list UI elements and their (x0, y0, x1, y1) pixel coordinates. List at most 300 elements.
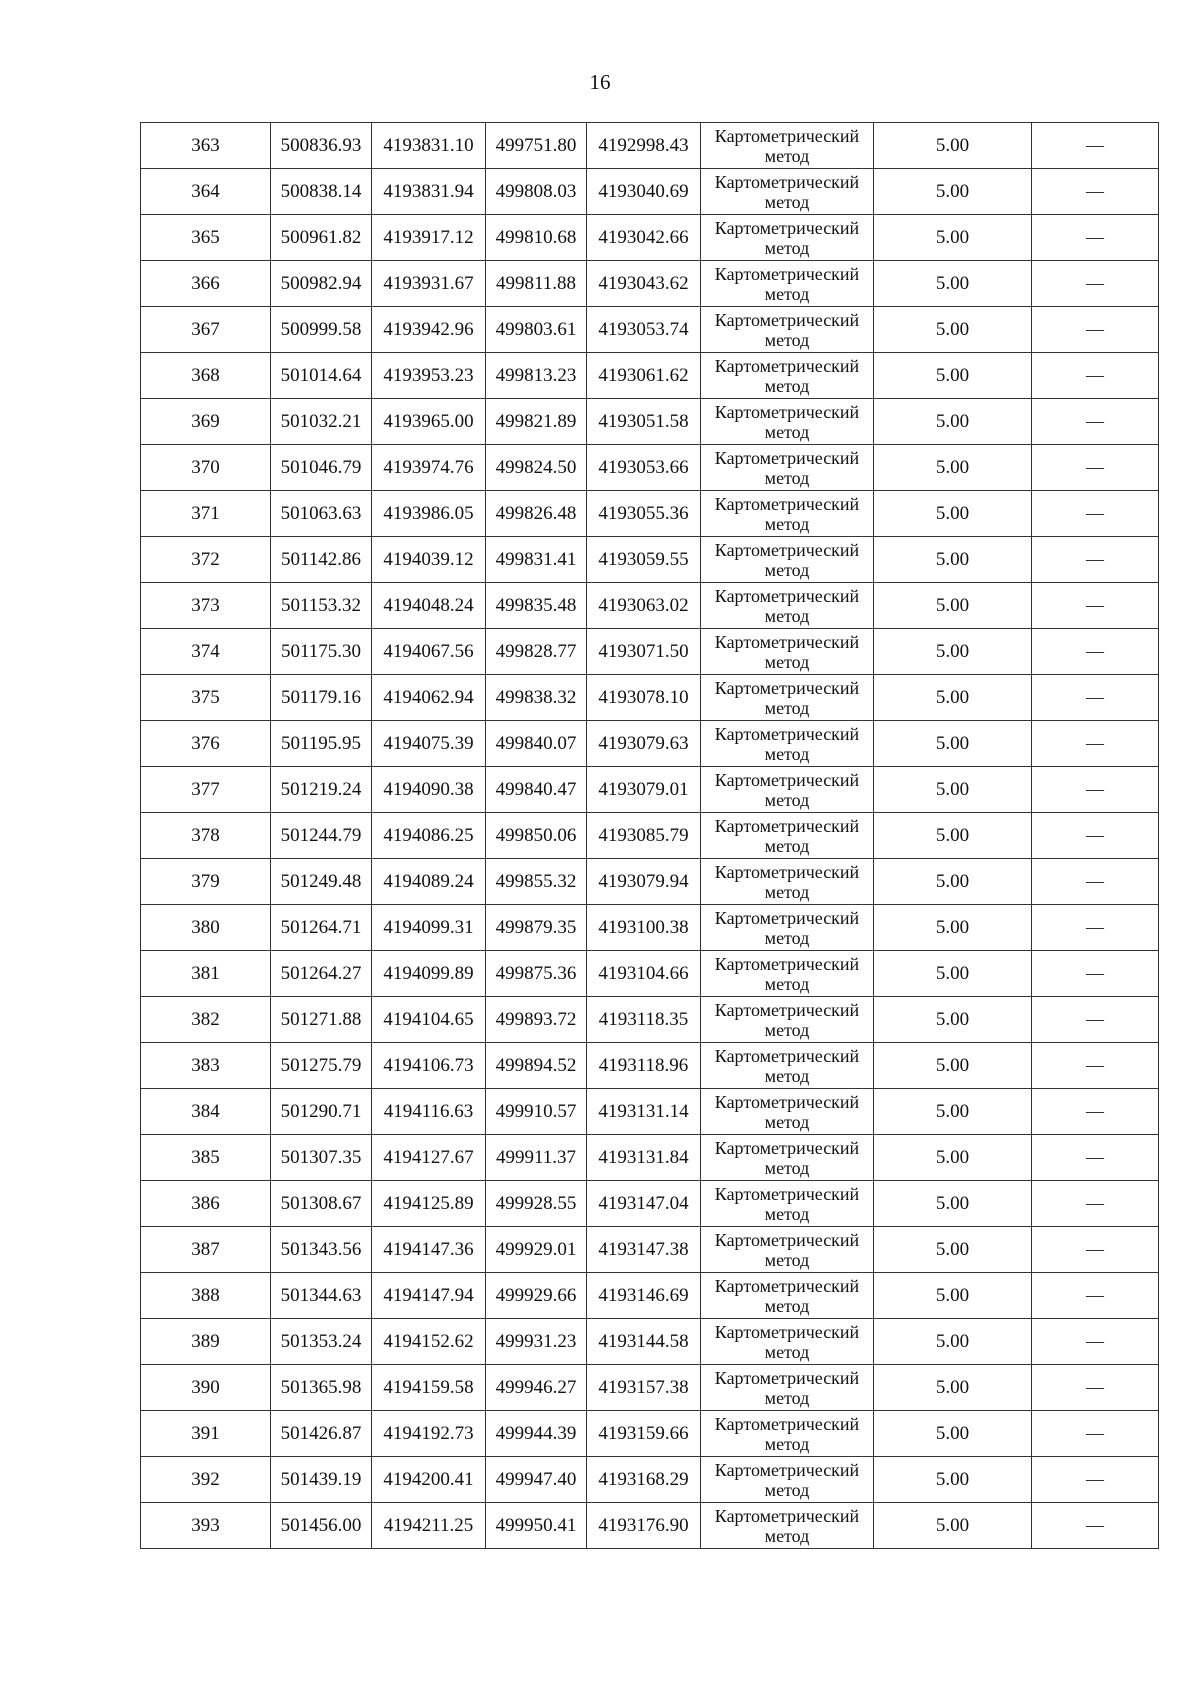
x1-cell: 501153.32 (271, 583, 372, 629)
point-number-cell: 369 (141, 399, 271, 445)
y2-cell: 4193055.36 (587, 491, 701, 537)
method-cell (701, 583, 874, 629)
table-row (141, 491, 1159, 537)
description-cell: — (1032, 169, 1159, 215)
x2-cell: 499811.88 (486, 261, 587, 307)
method-line-2: метод (764, 651, 810, 672)
x1-cell: 501456.00 (271, 1503, 372, 1549)
point-number-cell: 364 (141, 169, 271, 215)
x2-cell: 499910.57 (486, 1089, 587, 1135)
x1-cell: 501063.63 (271, 491, 372, 537)
accuracy-cell: 5.00 (874, 399, 1032, 445)
y2-cell: 4193051.58 (587, 399, 701, 445)
x1-cell: 501142.86 (271, 537, 372, 583)
method-line-2: метод (764, 191, 810, 212)
x1-cell: 501179.16 (271, 675, 372, 721)
description-cell: — (1032, 261, 1159, 307)
y1-cell: 4194152.62 (372, 1319, 486, 1365)
description-cell: — (1032, 813, 1159, 859)
table-row (141, 1319, 1159, 1365)
point-number-cell: 377 (141, 767, 271, 813)
accuracy-cell: 5.00 (874, 353, 1032, 399)
description-cell: — (1032, 859, 1159, 905)
method-line-2: метод (764, 881, 810, 902)
x1-cell: 501308.67 (271, 1181, 372, 1227)
x1-cell: 501219.24 (271, 767, 372, 813)
y1-cell: 4194211.25 (372, 1503, 486, 1549)
point-number-cell: 371 (141, 491, 271, 537)
method-line-2: метод (764, 1479, 810, 1500)
description-cell: — (1032, 353, 1159, 399)
y1-cell: 4194159.58 (372, 1365, 486, 1411)
description-cell: — (1032, 767, 1159, 813)
point-number-cell: 383 (141, 1043, 271, 1089)
description-cell: — (1032, 1411, 1159, 1457)
x1-cell: 501439.19 (271, 1457, 372, 1503)
x2-cell: 499824.50 (486, 445, 587, 491)
y1-cell: 4193831.10 (372, 123, 486, 169)
x1-cell: 501343.56 (271, 1227, 372, 1273)
point-number-cell: 388 (141, 1273, 271, 1319)
method-line-1: Картометрический (714, 1183, 860, 1204)
y1-cell: 4193974.76 (372, 445, 486, 491)
method-line-1: Картометрический (714, 309, 860, 330)
point-number-cell: 367 (141, 307, 271, 353)
method-cell (701, 1273, 874, 1319)
method-line-1: Картометрический (714, 723, 860, 744)
y1-cell: 4194192.73 (372, 1411, 486, 1457)
x2-cell: 499929.66 (486, 1273, 587, 1319)
method-line-2: метод (764, 1525, 810, 1546)
x2-cell: 499828.77 (486, 629, 587, 675)
accuracy-cell: 5.00 (874, 629, 1032, 675)
method-line-2: метод (764, 329, 810, 350)
x2-cell: 499840.47 (486, 767, 587, 813)
method-line-2: метод (764, 1019, 810, 1040)
method-line-2: метод (764, 559, 810, 580)
table-row (141, 1135, 1159, 1181)
description-cell: — (1032, 721, 1159, 767)
point-number-cell: 381 (141, 951, 271, 997)
method-line-2: метод (764, 283, 810, 304)
description-cell: — (1032, 629, 1159, 675)
x2-cell: 499831.41 (486, 537, 587, 583)
accuracy-cell: 5.00 (874, 583, 1032, 629)
method-line-1: Картометрический (714, 1275, 860, 1296)
x2-cell: 499808.03 (486, 169, 587, 215)
y2-cell: 4193159.66 (587, 1411, 701, 1457)
x2-cell: 499835.48 (486, 583, 587, 629)
method-line-2: метод (764, 1341, 810, 1362)
table-row (141, 1273, 1159, 1319)
table-row (141, 537, 1159, 583)
method-line-2: метод (764, 375, 810, 396)
y2-cell: 4193053.74 (587, 307, 701, 353)
x1-cell: 501195.95 (271, 721, 372, 767)
x1-cell: 501175.30 (271, 629, 372, 675)
accuracy-cell: 5.00 (874, 261, 1032, 307)
method-line-1: Картометрический (714, 1459, 860, 1480)
y2-cell: 4193118.35 (587, 997, 701, 1043)
x1-cell: 501264.71 (271, 905, 372, 951)
method-cell (701, 491, 874, 537)
accuracy-cell: 5.00 (874, 1181, 1032, 1227)
method-cell (701, 1365, 874, 1411)
description-cell: — (1032, 1365, 1159, 1411)
method-cell (701, 1089, 874, 1135)
method-cell (701, 215, 874, 261)
point-number-cell: 372 (141, 537, 271, 583)
y2-cell: 4193042.66 (587, 215, 701, 261)
description-cell: — (1032, 675, 1159, 721)
method-line-1: Картометрический (714, 1045, 860, 1066)
method-cell (701, 353, 874, 399)
y2-cell: 4193079.63 (587, 721, 701, 767)
table-row (141, 1457, 1159, 1503)
method-line-1: Картометрический (714, 355, 860, 376)
point-number-cell: 387 (141, 1227, 271, 1273)
accuracy-cell: 5.00 (874, 307, 1032, 353)
accuracy-cell: 5.00 (874, 215, 1032, 261)
y2-cell: 4193131.14 (587, 1089, 701, 1135)
table-row (141, 399, 1159, 445)
description-cell: — (1032, 1457, 1159, 1503)
accuracy-cell: 5.00 (874, 1043, 1032, 1089)
method-cell (701, 123, 874, 169)
accuracy-cell: 5.00 (874, 721, 1032, 767)
method-line-1: Картометрический (714, 217, 860, 238)
x2-cell: 499751.80 (486, 123, 587, 169)
method-line-2: метод (764, 973, 810, 994)
method-cell (701, 445, 874, 491)
y2-cell: 4193061.62 (587, 353, 701, 399)
y1-cell: 4194147.36 (372, 1227, 486, 1273)
method-cell (701, 169, 874, 215)
method-cell (701, 721, 874, 767)
y2-cell: 4193176.90 (587, 1503, 701, 1549)
accuracy-cell: 5.00 (874, 1411, 1032, 1457)
method-line-1: Картометрический (714, 539, 860, 560)
method-line-2: метод (764, 1203, 810, 1224)
x1-cell: 501344.63 (271, 1273, 372, 1319)
y1-cell: 4193831.94 (372, 169, 486, 215)
method-line-2: метод (764, 467, 810, 488)
method-cell (701, 1503, 874, 1549)
method-line-1: Картометрический (714, 1413, 860, 1434)
method-line-1: Картометрический (714, 861, 860, 882)
method-line-1: Картометрический (714, 631, 860, 652)
method-line-1: Картометрический (714, 907, 860, 928)
y2-cell: 4193059.55 (587, 537, 701, 583)
method-line-1: Картометрический (714, 125, 860, 146)
coordinates-table (140, 122, 1159, 1549)
point-number-cell: 379 (141, 859, 271, 905)
accuracy-cell: 5.00 (874, 169, 1032, 215)
accuracy-cell: 5.00 (874, 1503, 1032, 1549)
accuracy-cell: 5.00 (874, 813, 1032, 859)
description-cell: — (1032, 307, 1159, 353)
x1-cell: 501353.24 (271, 1319, 372, 1365)
table-row (141, 215, 1159, 261)
method-cell (701, 951, 874, 997)
y2-cell: 4193131.84 (587, 1135, 701, 1181)
x2-cell: 499931.23 (486, 1319, 587, 1365)
y2-cell: 4193100.38 (587, 905, 701, 951)
method-line-2: метод (764, 1249, 810, 1270)
method-line-2: метод (764, 421, 810, 442)
y2-cell: 4193157.38 (587, 1365, 701, 1411)
y1-cell: 4193917.12 (372, 215, 486, 261)
y2-cell: 4193079.01 (587, 767, 701, 813)
method-line-1: Картометрический (714, 1091, 860, 1112)
y2-cell: 4193147.04 (587, 1181, 701, 1227)
page-number: 16 (589, 70, 611, 94)
y2-cell: 4193063.02 (587, 583, 701, 629)
point-number-cell: 376 (141, 721, 271, 767)
y1-cell: 4194048.24 (372, 583, 486, 629)
description-cell: — (1032, 951, 1159, 997)
accuracy-cell: 5.00 (874, 123, 1032, 169)
x2-cell: 499879.35 (486, 905, 587, 951)
x2-cell: 499944.39 (486, 1411, 587, 1457)
x2-cell: 499803.61 (486, 307, 587, 353)
method-cell (701, 905, 874, 951)
y2-cell: 4193078.10 (587, 675, 701, 721)
table-row (141, 1365, 1159, 1411)
method-cell (701, 767, 874, 813)
x1-cell: 501426.87 (271, 1411, 372, 1457)
x2-cell: 499893.72 (486, 997, 587, 1043)
point-number-cell: 386 (141, 1181, 271, 1227)
y2-cell: 4193079.94 (587, 859, 701, 905)
y1-cell: 4194125.89 (372, 1181, 486, 1227)
method-cell (701, 1043, 874, 1089)
table-row (141, 353, 1159, 399)
x1-cell: 500999.58 (271, 307, 372, 353)
y1-cell: 4194039.12 (372, 537, 486, 583)
x2-cell: 499840.07 (486, 721, 587, 767)
method-cell (701, 399, 874, 445)
x1-cell: 500838.14 (271, 169, 372, 215)
table-row (141, 1181, 1159, 1227)
method-line-2: метод (764, 1157, 810, 1178)
method-cell (701, 261, 874, 307)
y2-cell: 4193147.38 (587, 1227, 701, 1273)
x2-cell: 499946.27 (486, 1365, 587, 1411)
method-cell (701, 629, 874, 675)
y1-cell: 4194127.67 (372, 1135, 486, 1181)
method-line-2: метод (764, 1387, 810, 1408)
y1-cell: 4193953.23 (372, 353, 486, 399)
method-line-2: метод (764, 789, 810, 810)
y2-cell: 4193168.29 (587, 1457, 701, 1503)
x1-cell: 501046.79 (271, 445, 372, 491)
y1-cell: 4194062.94 (372, 675, 486, 721)
point-number-cell: 368 (141, 353, 271, 399)
description-cell: — (1032, 537, 1159, 583)
method-line-1: Картометрический (714, 171, 860, 192)
accuracy-cell: 5.00 (874, 951, 1032, 997)
method-line-1: Картометрический (714, 493, 860, 514)
x2-cell: 499838.32 (486, 675, 587, 721)
method-cell (701, 1411, 874, 1457)
y2-cell: 4193146.69 (587, 1273, 701, 1319)
y2-cell: 4193040.69 (587, 169, 701, 215)
point-number-cell: 375 (141, 675, 271, 721)
y1-cell: 4194090.38 (372, 767, 486, 813)
y1-cell: 4194200.41 (372, 1457, 486, 1503)
method-line-1: Картометрический (714, 1367, 860, 1388)
description-cell: — (1032, 1181, 1159, 1227)
method-line-2: метод (764, 927, 810, 948)
y2-cell: 4193043.62 (587, 261, 701, 307)
method-line-1: Картометрический (714, 447, 860, 468)
x1-cell: 500982.94 (271, 261, 372, 307)
description-cell: — (1032, 491, 1159, 537)
x2-cell: 499810.68 (486, 215, 587, 261)
x1-cell: 501275.79 (271, 1043, 372, 1089)
description-cell: — (1032, 1043, 1159, 1089)
method-line-2: метод (764, 697, 810, 718)
x1-cell: 501249.48 (271, 859, 372, 905)
table-row (141, 1227, 1159, 1273)
y1-cell: 4193986.05 (372, 491, 486, 537)
x1-cell: 501271.88 (271, 997, 372, 1043)
method-line-2: метод (764, 237, 810, 258)
method-line-2: метод (764, 1111, 810, 1132)
y1-cell: 4193931.67 (372, 261, 486, 307)
method-line-2: метод (764, 1295, 810, 1316)
y1-cell: 4194089.24 (372, 859, 486, 905)
point-number-cell: 363 (141, 123, 271, 169)
point-number-cell: 384 (141, 1089, 271, 1135)
method-line-2: метод (764, 743, 810, 764)
method-cell (701, 1457, 874, 1503)
point-number-cell: 382 (141, 997, 271, 1043)
x2-cell: 499821.89 (486, 399, 587, 445)
y2-cell: 4193053.66 (587, 445, 701, 491)
description-cell: — (1032, 905, 1159, 951)
point-number-cell: 380 (141, 905, 271, 951)
accuracy-cell: 5.00 (874, 1319, 1032, 1365)
method-cell (701, 1181, 874, 1227)
accuracy-cell: 5.00 (874, 1457, 1032, 1503)
method-line-1: Картометрический (714, 815, 860, 836)
description-cell: — (1032, 1273, 1159, 1319)
method-cell (701, 997, 874, 1043)
method-line-1: Картометрический (714, 1321, 860, 1342)
table-row (141, 859, 1159, 905)
point-number-cell: 385 (141, 1135, 271, 1181)
method-cell (701, 307, 874, 353)
table-row (141, 583, 1159, 629)
accuracy-cell: 5.00 (874, 1135, 1032, 1181)
table-row (141, 261, 1159, 307)
y2-cell: 4193104.66 (587, 951, 701, 997)
x1-cell: 501365.98 (271, 1365, 372, 1411)
y1-cell: 4194075.39 (372, 721, 486, 767)
accuracy-cell: 5.00 (874, 1273, 1032, 1319)
point-number-cell: 370 (141, 445, 271, 491)
table-row (141, 951, 1159, 997)
description-cell: — (1032, 445, 1159, 491)
accuracy-cell: 5.00 (874, 859, 1032, 905)
x1-cell: 501307.35 (271, 1135, 372, 1181)
method-cell (701, 813, 874, 859)
accuracy-cell: 5.00 (874, 905, 1032, 951)
y1-cell: 4194086.25 (372, 813, 486, 859)
point-number-cell: 393 (141, 1503, 271, 1549)
table-row (141, 1503, 1159, 1549)
method-line-2: метод (764, 605, 810, 626)
method-line-1: Картометрический (714, 585, 860, 606)
description-cell: — (1032, 1227, 1159, 1273)
method-line-1: Картометрический (714, 1505, 860, 1526)
y2-cell: 4192998.43 (587, 123, 701, 169)
y2-cell: 4193071.50 (587, 629, 701, 675)
point-number-cell: 378 (141, 813, 271, 859)
y1-cell: 4194099.89 (372, 951, 486, 997)
table-row (141, 169, 1159, 215)
method-cell (701, 859, 874, 905)
point-number-cell: 374 (141, 629, 271, 675)
x1-cell: 501244.79 (271, 813, 372, 859)
table-row (141, 123, 1159, 169)
method-line-2: метод (764, 1065, 810, 1086)
method-cell (701, 1227, 874, 1273)
table-row (141, 721, 1159, 767)
method-cell (701, 675, 874, 721)
table-row (141, 629, 1159, 675)
point-number-cell: 389 (141, 1319, 271, 1365)
table-row (141, 445, 1159, 491)
description-cell: — (1032, 583, 1159, 629)
y1-cell: 4194067.56 (372, 629, 486, 675)
y1-cell: 4194147.94 (372, 1273, 486, 1319)
x2-cell: 499928.55 (486, 1181, 587, 1227)
description-cell: — (1032, 123, 1159, 169)
y2-cell: 4193085.79 (587, 813, 701, 859)
accuracy-cell: 5.00 (874, 1227, 1032, 1273)
x1-cell: 501290.71 (271, 1089, 372, 1135)
accuracy-cell: 5.00 (874, 767, 1032, 813)
table-row (141, 997, 1159, 1043)
method-line-2: метод (764, 835, 810, 856)
description-cell: — (1032, 1503, 1159, 1549)
method-cell (701, 1135, 874, 1181)
x2-cell: 499894.52 (486, 1043, 587, 1089)
x2-cell: 499855.32 (486, 859, 587, 905)
accuracy-cell: 5.00 (874, 445, 1032, 491)
x2-cell: 499826.48 (486, 491, 587, 537)
y1-cell: 4194106.73 (372, 1043, 486, 1089)
accuracy-cell: 5.00 (874, 675, 1032, 721)
point-number-cell: 391 (141, 1411, 271, 1457)
description-cell: — (1032, 1089, 1159, 1135)
table-row (141, 813, 1159, 859)
method-cell (701, 1319, 874, 1365)
table-body (141, 123, 1159, 1549)
method-line-1: Картометрический (714, 401, 860, 422)
description-cell: — (1032, 399, 1159, 445)
x1-cell: 500836.93 (271, 123, 372, 169)
y1-cell: 4194116.63 (372, 1089, 486, 1135)
point-number-cell: 366 (141, 261, 271, 307)
y2-cell: 4193118.96 (587, 1043, 701, 1089)
method-line-1: Картометрический (714, 1229, 860, 1250)
accuracy-cell: 5.00 (874, 537, 1032, 583)
accuracy-cell: 5.00 (874, 1365, 1032, 1411)
